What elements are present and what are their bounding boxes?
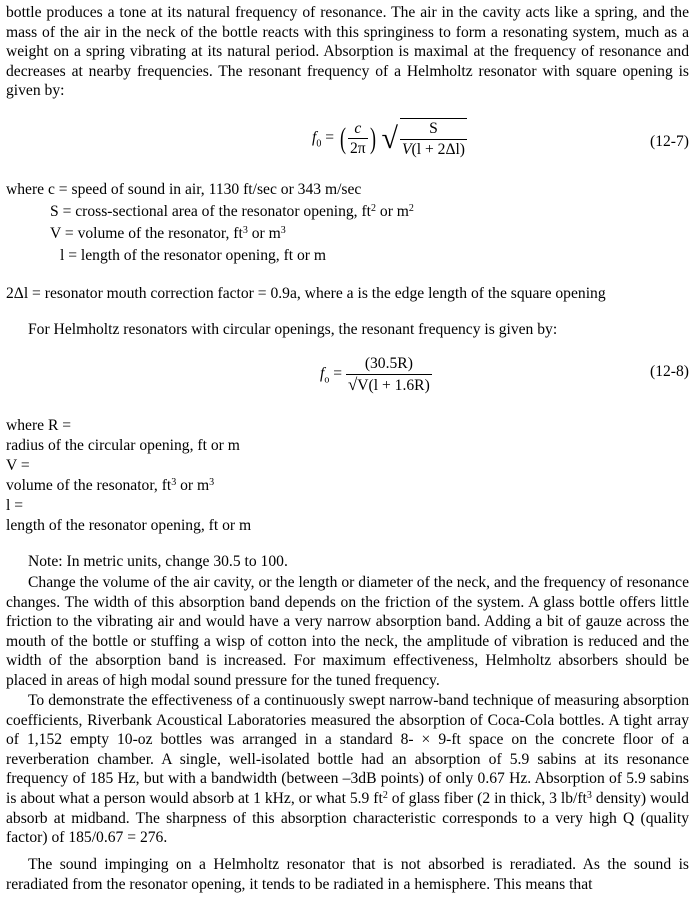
paragraph-change: Change the volume of the air cavity, or the length or diameter of the neck, and the frequency of resonance changes. The width of this absorption band depends on the friction of the system. A glass bottle offers little friction to the vibrating air and would have a very narrow absorption band. Adding a bit of gauze across the mouth of the bottle or stuffing a wisp of cotton into the neck, the amplitude of vibration is reduced and the width of the absorption band is increased. For maximum effectiveness, Helmholtz absorbers should be placed in areas of high modal sound pressure for the tuned frequency. (6, 574, 689, 689)
note-metric: Note: In metric units, change 30.5 to 100. (28, 553, 288, 570)
equation-number-12-8: (12-8) (650, 363, 689, 380)
definition-V-desc: volume of the resonator, $ft^3$ or $m^3$ (6, 477, 215, 494)
paragraph-reradiated: The sound impinging on a Helmholtz resonator that is not absorbed is reradiated. As the sound is reradiated from the resonator opening, it tends to be radiated in a hemisphere. This means that (6, 856, 689, 893)
definition-c: where c = speed of sound in air, 1130 ft/sec or 343 m/sec (6, 181, 362, 198)
paragraph-circular-intro: For Helmholtz resonators with circular openings, the resonant frequency is given by: (28, 321, 558, 338)
definition-l: l = length of the resonator opening, ft or m (60, 247, 327, 264)
definition-l-label: l = (6, 497, 24, 514)
definition-mouth-correction: 2Δl = resonator mouth correction factor = 0.9a, where a is the edge length of the square opening (6, 285, 606, 302)
equation-12-7: $f_0$ = ( $\frac{c}{2\pi}$ ) √ $\frac{S}{V(l + 2\Delta l)}$ (312, 119, 465, 158)
definition-R-label: where R = (6, 417, 72, 434)
definition-S: S = cross-sectional area of the resonator opening, $ft^2$ or $m^2$ (50, 203, 414, 220)
definition-V: V = volume of the resonator, $ft^3$ or $m^3$ (50, 225, 286, 242)
equation-12-8: $f_o$ = $\frac{(30.5R)}{√V(l + 1.6R)}$ (320, 355, 430, 394)
definition-l-desc: length of the resonator opening, ft or m (6, 517, 252, 534)
paragraph-intro: bottle produces a tone at its natural frequency of resonance. The air in the cavity acts like a spring, and the mass of the air in the neck of the bottle reacts with this springiness to form a resonating system, much as a weight on a spring vibrating at its natural period. Absorption is maximal at the frequency of resonance and decreases at nearby frequencies. The resonant frequency of a Helmholtz resonator with square opening is given by: (6, 4, 689, 100)
equation-number-12-7: (12-7) (650, 133, 689, 150)
definition-V-label: V = (6, 457, 30, 474)
paragraph-demonstration: To demonstrate the effectiveness of a continuously swept narrow-band technique of measuring absorption coefficients, Riverbank Acoustical Laboratories measured the absorption of Coca-Cola bottles. A tight array of 1,152 empty 10-oz bottles was arranged in a standard 8- × 9-ft space on the concrete floor of a reverberation chamber. A single, well-isolated bottle had an absorption of 5.9 sabins at its resonance frequency of 185 Hz, but with a bandwidth (between –3dB points) of only 0.67 Hz. Absorption of 5.9 sabins is about what a person would absorb at 1 kHz, or what 5.9 $ft^2$ of glass fiber (2 in thick, 3 $lb/ft^3$ density) would absorb at midband. The sharpness of this absorption characteristic corresponds to a very high Q (quality factor) of 185/0.67 = 276. (6, 692, 689, 847)
definition-R-desc: radius of the circular opening, ft or m (6, 437, 240, 454)
